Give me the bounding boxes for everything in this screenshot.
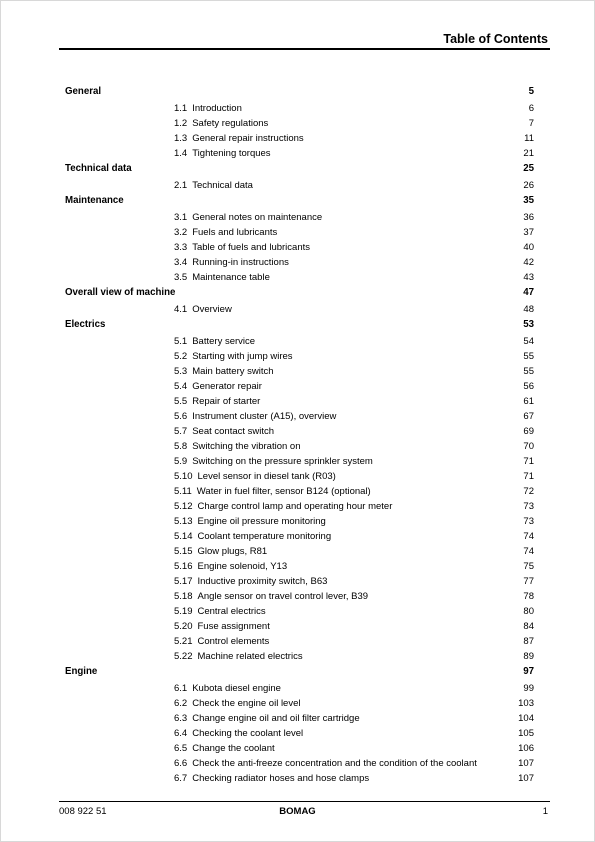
toc-entry-label: Starting with jump wires: [192, 351, 293, 362]
toc-section-page: 47: [523, 287, 534, 298]
toc-entry-page: 75: [523, 561, 534, 572]
toc-entry: [174, 379, 262, 394]
toc-entry: [174, 469, 336, 484]
toc-entry-label: Engine solenoid, Y13: [197, 561, 288, 572]
toc-entry-page: 61: [523, 396, 534, 407]
toc-entry-label: Tightening torques: [192, 148, 271, 159]
toc-entry: [174, 349, 293, 364]
toc-entry-label: Generator repair: [192, 381, 262, 392]
toc-entry-page: 104: [518, 713, 534, 724]
toc-entry-row[interactable]: [65, 771, 534, 786]
toc-entry: [174, 619, 270, 634]
toc-section-row[interactable]: [65, 317, 534, 332]
toc-entry-number: 5.19: [174, 606, 193, 617]
toc-section-title: General: [65, 86, 102, 97]
toc-entry-page: 26: [523, 180, 534, 191]
toc-entry-row[interactable]: [65, 364, 534, 379]
toc-section-title: Engine: [65, 666, 98, 677]
toc-entry: [174, 424, 274, 439]
toc-entry-row[interactable]: [65, 394, 534, 409]
toc-entry-label: Charge control lamp and operating hour meter: [197, 501, 393, 512]
toc-entry-row[interactable]: [65, 131, 534, 146]
toc-entry-label: Fuse assignment: [197, 621, 270, 632]
toc-entry: [174, 334, 255, 349]
toc-entry: [174, 270, 270, 285]
toc-entry-label: Level sensor in diesel tank (R03): [197, 471, 336, 482]
toc-entry: [174, 634, 269, 649]
toc-section-page: 25: [523, 163, 534, 174]
toc-entry-number: 5.11: [174, 486, 192, 497]
toc-entry-number: 5.14: [174, 531, 193, 542]
toc-entry-page: 42: [523, 257, 534, 268]
toc-entry-number: 1.1: [174, 103, 188, 114]
toc-entry-row[interactable]: [65, 178, 534, 193]
toc-entry-number: 3.1: [174, 212, 188, 223]
toc-entry-number: 1.4: [174, 148, 188, 159]
toc-entry: [174, 649, 303, 664]
toc-entry-row[interactable]: [65, 334, 534, 349]
toc-entry-page: 54: [523, 336, 534, 347]
toc-entry-page: 6: [528, 103, 534, 114]
toc-entry-label: Kubota diesel engine: [192, 683, 281, 694]
header-rule: [59, 48, 550, 50]
toc-entry-page: 69: [523, 426, 534, 437]
toc-entry-number: 5.21: [174, 636, 193, 647]
toc-entry: [174, 771, 369, 786]
toc-entry: [174, 756, 477, 771]
toc-entry-page: 43: [523, 272, 534, 283]
toc-entry-page: 80: [523, 606, 534, 617]
toc-entry-row[interactable]: [65, 424, 534, 439]
toc-entry-number: 5.16: [174, 561, 193, 572]
toc-entry: [174, 255, 289, 270]
toc-entry-number: 2.1: [174, 180, 188, 191]
footer-rule: [59, 801, 550, 802]
toc-entry: [174, 589, 368, 604]
toc-entry-label: Battery service: [192, 336, 256, 347]
toc-entry-label: Technical data: [192, 180, 253, 191]
toc-entry-row[interactable]: [65, 696, 534, 711]
toc-entry-page: 84: [523, 621, 534, 632]
toc-entry: [174, 574, 327, 589]
toc-entry-row[interactable]: [65, 101, 534, 116]
toc-entry-label: Running-in instructions: [192, 257, 289, 268]
toc-entry-row[interactable]: [65, 499, 534, 514]
toc-entry-row[interactable]: [65, 240, 534, 255]
toc-entry-label: Main battery switch: [192, 366, 274, 377]
footer-page-number: 1: [542, 806, 548, 817]
toc-entry-row[interactable]: [65, 270, 534, 285]
toc-entry-page: 40: [523, 242, 534, 253]
toc-entry-label: Change engine oil and oil filter cartridge: [192, 713, 360, 724]
toc-entry-number: 6.2: [174, 698, 188, 709]
toc-entry-label: Overview: [192, 304, 232, 315]
toc-entry-row[interactable]: [65, 454, 534, 469]
toc-entry: [174, 116, 268, 131]
toc-entry-number: 5.18: [174, 591, 193, 602]
toc-entry: [174, 696, 300, 711]
toc-entry: [174, 681, 281, 696]
toc-entry-label: Water in fuel filter, sensor B124 (optional): [196, 486, 371, 497]
toc-entry-page: 99: [523, 683, 534, 694]
toc-entry-row[interactable]: [65, 741, 534, 756]
toc-entry-number: 5.6: [174, 411, 188, 422]
toc-entry-label: Change the coolant: [192, 743, 275, 754]
toc-section-title: Overall view of machine: [65, 287, 176, 298]
toc-section-page: 53: [523, 319, 534, 330]
toc-entry-label: Instrument cluster (A15), overview: [192, 411, 337, 422]
toc-entry-label: Safety regulations: [192, 118, 269, 129]
toc-entry-row[interactable]: [65, 514, 534, 529]
toc-section-row[interactable]: [65, 193, 534, 208]
toc-entry-page: 11: [524, 133, 534, 144]
toc-entry-row[interactable]: [65, 255, 534, 270]
toc-entry-number: 5.20: [174, 621, 193, 632]
toc-entry-row[interactable]: [65, 544, 534, 559]
toc-entry-row[interactable]: [65, 484, 534, 499]
toc-entry-row[interactable]: [65, 649, 534, 664]
toc-entry: [174, 726, 303, 741]
toc-entry-page: 87: [523, 636, 534, 647]
toc-entry: [174, 240, 310, 255]
toc-entry-label: Inductive proximity switch, B63: [197, 576, 328, 587]
toc-entry-row[interactable]: [65, 146, 534, 161]
toc-entry: [174, 454, 373, 469]
toc-entry-page: 78: [523, 591, 534, 602]
toc-entry-number: 5.9: [174, 456, 188, 467]
toc-entry-label: Checking the coolant level: [192, 728, 304, 739]
toc-entry-row[interactable]: [65, 469, 534, 484]
toc-entry-number: 5.13: [174, 516, 193, 527]
toc-entry-page: 77: [523, 576, 534, 587]
toc-entry-row[interactable]: [65, 409, 534, 424]
toc-entry: [174, 529, 331, 544]
page-title: Table of Contents: [443, 32, 548, 46]
toc-entry-number: 6.1: [174, 683, 188, 694]
toc-entry-page: 21: [523, 148, 534, 159]
toc-entry-number: 6.3: [174, 713, 188, 724]
toc-section-page: 5: [528, 86, 534, 97]
table-of-contents: [65, 84, 534, 786]
toc-entry-number: 6.7: [174, 773, 188, 784]
toc-entry-number: 1.2: [174, 118, 188, 129]
toc-entry: [174, 364, 274, 379]
toc-entry-row[interactable]: [65, 349, 534, 364]
toc-entry-page: 37: [523, 227, 534, 238]
toc-entry-number: 4.1: [174, 304, 188, 315]
toc-section-title: Maintenance: [65, 195, 124, 206]
toc-entry-label: Machine related electrics: [197, 651, 303, 662]
toc-entry-number: 6.6: [174, 758, 188, 769]
toc-entry-page: 105: [518, 728, 534, 739]
toc-entry-number: 5.2: [174, 351, 188, 362]
toc-entry-page: 71: [523, 456, 534, 467]
toc-entry: [174, 604, 266, 619]
toc-entry-page: 74: [523, 546, 534, 557]
toc-entry-row[interactable]: [65, 210, 534, 225]
toc-entry-number: 6.4: [174, 728, 188, 739]
toc-entry-page: 71: [523, 471, 534, 482]
toc-entry-label: Table of fuels and lubricants: [192, 242, 310, 253]
toc-entry-row[interactable]: [65, 302, 534, 317]
toc-entry: [174, 302, 232, 317]
toc-entry-label: Repair of starter: [192, 396, 261, 407]
toc-entry: [174, 499, 392, 514]
toc-entry-label: Seat contact switch: [192, 426, 275, 437]
toc-section-row[interactable]: [65, 285, 534, 300]
toc-entry: [174, 514, 326, 529]
toc-entry-label: Fuels and lubricants: [192, 227, 278, 238]
toc-entry: [174, 146, 271, 161]
toc-entry-label: Introduction: [192, 103, 242, 114]
toc-entry-number: 3.2: [174, 227, 188, 238]
toc-entry-number: 1.3: [174, 133, 188, 144]
toc-entry-label: Switching on the pressure sprinkler system: [192, 456, 373, 467]
toc-section-row[interactable]: [65, 84, 534, 99]
toc-entry: [174, 394, 260, 409]
toc-entry-page: 106: [518, 743, 534, 754]
toc-entry-row[interactable]: [65, 116, 534, 131]
toc-entry-label: Central electrics: [197, 606, 266, 617]
toc-entry-row[interactable]: [65, 711, 534, 726]
toc-section-row[interactable]: [65, 161, 534, 176]
toc-section-page: 35: [523, 195, 534, 206]
toc-entry-label: Coolant temperature monitoring: [197, 531, 332, 542]
toc-entry-row[interactable]: [65, 559, 534, 574]
toc-entry-row[interactable]: [65, 619, 534, 634]
toc-entry-row[interactable]: [65, 379, 534, 394]
toc-entry: [174, 559, 287, 574]
toc-entry-number: 6.5: [174, 743, 188, 754]
toc-entry-number: 5.8: [174, 441, 188, 452]
toc-entry: [174, 439, 300, 454]
toc-entry-page: 55: [523, 366, 534, 377]
toc-entry-label: Glow plugs, R81: [197, 546, 268, 557]
toc-entry-row[interactable]: [65, 574, 534, 589]
toc-entry-number: 3.5: [174, 272, 188, 283]
toc-entry: [174, 711, 360, 726]
toc-entry-label: Engine oil pressure monitoring: [197, 516, 326, 527]
toc-entry-page: 74: [523, 531, 534, 542]
toc-entry-row[interactable]: [65, 726, 534, 741]
toc-section-page: 97: [523, 666, 534, 677]
toc-entry: [174, 210, 322, 225]
toc-entry-row[interactable]: [65, 604, 534, 619]
toc-section-title: Electrics: [65, 319, 106, 330]
toc-entry-number: 3.3: [174, 242, 188, 253]
toc-entry-number: 5.5: [174, 396, 188, 407]
toc-entry: [174, 544, 267, 559]
toc-entry-row[interactable]: [65, 225, 534, 240]
toc-entry-page: 89: [523, 651, 534, 662]
toc-entry: [174, 131, 304, 146]
toc-entry-page: 7: [528, 118, 534, 129]
toc-entry-page: 103: [518, 698, 534, 709]
toc-entry: [174, 741, 275, 756]
toc-section-title: Technical data: [65, 163, 132, 174]
toc-entry: [174, 225, 277, 240]
toc-entry-row[interactable]: [65, 529, 534, 544]
toc-entry-label: Checking radiator hoses and hose clamps: [192, 773, 370, 784]
toc-entry-label: Angle sensor on travel control lever, B39: [197, 591, 369, 602]
toc-entry-label: Check the anti-freeze concentration and the condition of the coolant: [192, 758, 477, 769]
toc-entry: [174, 484, 371, 499]
toc-entry-page: 107: [518, 758, 534, 769]
toc-entry-row[interactable]: [65, 439, 534, 454]
toc-section-row[interactable]: [65, 664, 534, 679]
toc-entry: [174, 101, 242, 116]
footer-brand: BOMAG: [279, 806, 316, 817]
toc-entry: [174, 409, 336, 424]
toc-entry-row[interactable]: [65, 589, 534, 604]
toc-entry-page: 72: [523, 486, 534, 497]
toc-entry-page: 73: [523, 516, 534, 527]
toc-entry-number: 5.1: [174, 336, 188, 347]
toc-entry-number: 3.4: [174, 257, 188, 268]
toc-entry-page: 70: [523, 441, 534, 452]
toc-entry-number: 5.4: [174, 381, 188, 392]
toc-entry-label: Control elements: [197, 636, 270, 647]
toc-entry-page: 48: [523, 304, 534, 315]
toc-entry-page: 36: [523, 212, 534, 223]
toc-entry-number: 5.10: [174, 471, 193, 482]
toc-entry-number: 5.17: [174, 576, 193, 587]
toc-entry-label: Maintenance table: [192, 272, 270, 283]
toc-entry-number: 5.12: [174, 501, 193, 512]
toc-entry-page: 56: [523, 381, 534, 392]
toc-entry-label: General repair instructions: [192, 133, 304, 144]
toc-entry-row[interactable]: [65, 756, 534, 771]
toc-entry-number: 5.22: [174, 651, 193, 662]
toc-entry-number: 5.7: [174, 426, 188, 437]
toc-entry: [174, 178, 253, 193]
toc-entry-number: 5.3: [174, 366, 188, 377]
toc-entry-page: 55: [523, 351, 534, 362]
toc-entry-number: 5.15: [174, 546, 193, 557]
toc-entry-row[interactable]: [65, 634, 534, 649]
toc-entry-page: 107: [518, 773, 534, 784]
toc-entry-page: 67: [523, 411, 534, 422]
toc-entry-label: Check the engine oil level: [192, 698, 301, 709]
footer-doc-number: 008 922 51: [59, 806, 107, 817]
toc-entry-label: General notes on maintenance: [192, 212, 323, 223]
toc-entry-page: 73: [523, 501, 534, 512]
toc-entry-label: Switching the vibration on: [192, 441, 301, 452]
toc-entry-row[interactable]: [65, 681, 534, 696]
